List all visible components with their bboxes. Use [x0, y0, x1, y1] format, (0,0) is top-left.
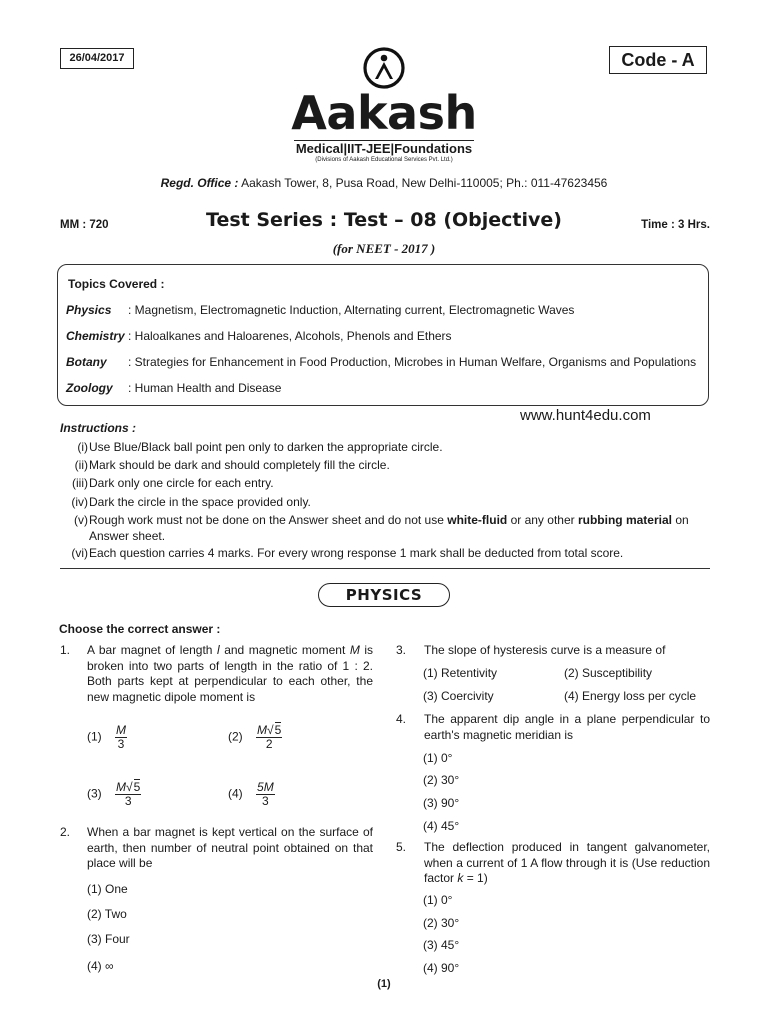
- instruction-item: [60, 494, 710, 510]
- topic-description: : Haloalkanes and Haloarenes, Alcohols, Phenols and Ethers: [128, 329, 452, 343]
- instruction-item: [60, 545, 710, 561]
- test-date: 26/04/2017: [60, 48, 134, 69]
- brand-name: Aakash: [291, 86, 477, 140]
- time-limit: Time : 3 Hrs.: [641, 219, 710, 231]
- instruction-text: Mark should be dark and should completely fill the circle.: [89, 458, 390, 472]
- instruction-item: [60, 512, 710, 544]
- instruction-text: Dark the circle in the space provided only.: [89, 495, 311, 509]
- topic-description: : Human Health and Disease: [128, 381, 282, 395]
- q5-option-4[interactable]: (4) 90°: [423, 961, 460, 975]
- q4-option-2[interactable]: (2) 30°: [423, 773, 460, 787]
- instruction-number: (vi): [71, 546, 88, 560]
- question-1: [60, 643, 375, 713]
- q3-option-1[interactable]: (1) Retentivity: [423, 666, 498, 680]
- brand-tagline: Medical|IIT-JEE|Foundations: [295, 141, 473, 156]
- q2-option-1[interactable]: (1) One: [87, 882, 128, 896]
- q3-option-2[interactable]: (2) Susceptibility: [564, 666, 653, 680]
- topic-description: : Magnetism, Electromagnetic Induction, Alternating current, Electromagnetic Waves: [128, 303, 575, 317]
- question-text: The apparent dip angle in a plane perpendicular to earth's magnetic meridian is: [424, 712, 710, 742]
- question-number: 3.: [396, 643, 407, 657]
- question-number: 2.: [60, 825, 71, 839]
- instruction-number: (i): [77, 440, 88, 454]
- topic-subject: Physics: [66, 303, 112, 317]
- page-number: (1): [377, 978, 391, 990]
- topic-description: : Strategies for Enhancement in Food Production, Microbes in Human Welfare, Organisms and Populations: [128, 355, 697, 369]
- question-text: The slope of hysteresis curve is a measure of: [424, 643, 666, 657]
- q1-option-4[interactable]: (4) $\frac{5M}{3}$: [228, 780, 274, 808]
- emphasis-rubbing-material: rubbing material: [577, 513, 672, 527]
- q2-option-3[interactable]: (3) Four: [87, 932, 130, 946]
- q4-option-1[interactable]: (1) 0°: [423, 751, 453, 765]
- q5-option-1[interactable]: (1) 0°: [423, 893, 453, 907]
- q4-option-4[interactable]: (4) 45°: [423, 819, 460, 833]
- instruction-number: (iv): [71, 495, 88, 509]
- q5-option-2[interactable]: (2) 30°: [423, 916, 460, 930]
- instruction-number: (v): [74, 513, 88, 527]
- q2-option-4[interactable]: (4) ∞: [87, 959, 114, 973]
- question-5: [396, 840, 711, 890]
- brand-division: (Divisions of Aakash Educational Services Pvt. Ltd.): [315, 157, 453, 163]
- q1-option-2[interactable]: (2) $\frac{M√5}{2}$: [228, 723, 282, 751]
- q1-option-1[interactable]: (1) $\frac{M}{3}$: [87, 723, 127, 751]
- q3-option-4[interactable]: (4) Energy loss per cycle: [564, 689, 697, 703]
- q1-option-3[interactable]: (3) $\frac{M√5}{3}$: [87, 780, 141, 808]
- instructions-heading: Instructions :: [60, 421, 137, 435]
- topic-subject: Zoology: [66, 381, 113, 395]
- instruction-number: (iii): [72, 476, 88, 490]
- topic-subject: Chemistry: [66, 329, 125, 343]
- instruction-item: [60, 457, 710, 473]
- office-address: Aakash Tower, 8, Pusa Road, New Delhi-110005; Ph.: 011-47623456: [238, 176, 608, 190]
- question-number: 5.: [396, 840, 407, 854]
- instruction-item: [60, 439, 710, 455]
- section-divider: [60, 568, 710, 569]
- section-heading-physics: PHYSICS: [318, 583, 450, 607]
- question-text: When a bar magnet is kept vertical on the surface of earth, then number of neutral point obtained on that place will be: [87, 825, 373, 870]
- watermark-url: www.hunt4edu.com: [520, 407, 651, 424]
- emphasis-white-fluid: white-fluid: [447, 513, 508, 527]
- instruction-text: Use Blue/Black ball point pen only to darken the appropriate circle.: [89, 440, 443, 454]
- question-text: A bar magnet of length l and magnetic moment M is broken into two parts of length in the ratio of 1 : 2. Both parts kept at perpendicular to each other, the new magnetic dipole moment is: [87, 643, 373, 704]
- max-marks: MM : 720: [60, 219, 109, 231]
- test-subtitle: (for NEET - 2017 ): [332, 241, 436, 256]
- registered-office: [60, 176, 708, 190]
- test-title: Test Series : Test – 08 (Objective): [206, 209, 562, 231]
- question-4: [396, 712, 711, 746]
- instruction-item: [60, 475, 710, 491]
- topics-box: [57, 264, 709, 406]
- instruction-number: (ii): [74, 458, 88, 472]
- instruction-text: Dark only one circle for each entry.: [89, 476, 274, 490]
- question-3: [396, 643, 711, 661]
- instruction-text: Each question carries 4 marks. For every wrong response 1 mark shall be deducted from total score.: [89, 546, 624, 560]
- choose-answer-label: Choose the correct answer :: [59, 622, 221, 636]
- question-number: 1.: [60, 643, 71, 657]
- q5-option-3[interactable]: (3) 45°: [423, 938, 460, 952]
- q4-option-3[interactable]: (3) 90°: [423, 796, 460, 810]
- question-number: 4.: [396, 712, 407, 726]
- topics-heading: Topics Covered :: [68, 277, 165, 291]
- q2-option-2[interactable]: (2) Two: [87, 907, 127, 921]
- instruction-text: Rough work must not be done on the Answer sheet and do not use white-fluid or any other rubbing material on Answer sheet.: [89, 513, 689, 543]
- q3-option-3[interactable]: (3) Coercivity: [423, 689, 494, 703]
- question-2: [60, 825, 375, 875]
- paper-code: Code - A: [609, 46, 707, 74]
- aakash-logo-icon: [363, 46, 405, 90]
- question-text: The deflection produced in tangent galvanometer, when a current of 1 A flow through it is (Use reduction factor k = 1): [424, 840, 710, 885]
- office-label: Regd. Office :: [160, 176, 239, 190]
- topic-subject: Botany: [66, 355, 107, 369]
